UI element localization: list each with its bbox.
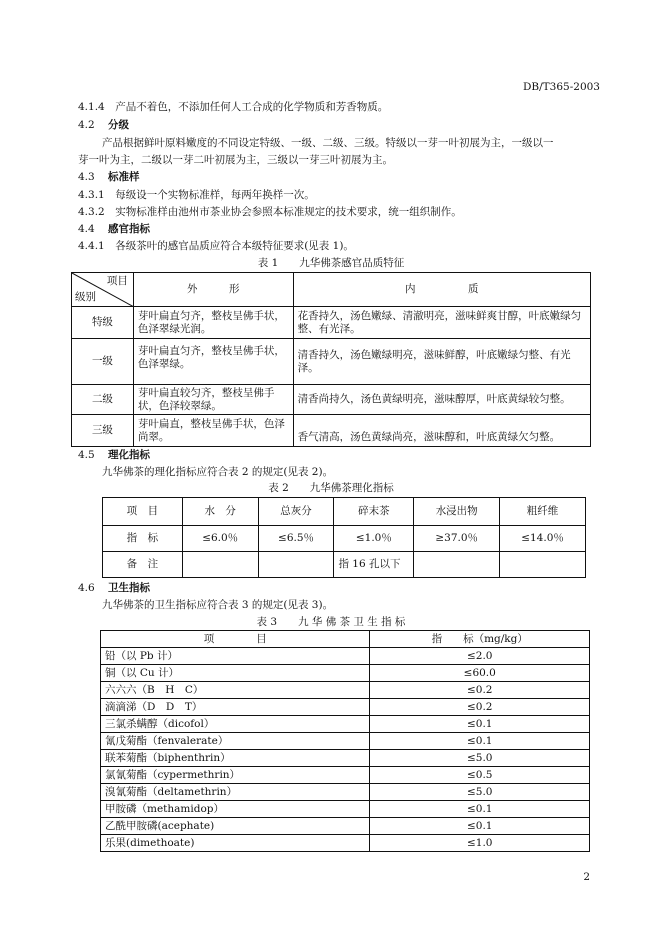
header-cell: 项 目 — [101, 631, 370, 648]
heading-number: 4.6 — [78, 582, 95, 594]
shape-cell: 芽叶扁直较匀齐，整枝呈佛手状，色泽较翠绿。 — [133, 385, 293, 415]
table3 — [100, 630, 590, 852]
note-cell — [182, 552, 258, 578]
header-cell: 碎末茶 — [334, 498, 414, 526]
table-row — [72, 385, 591, 415]
table-row — [103, 526, 586, 552]
value-cell: ≤6.5％ — [258, 526, 334, 552]
corner-bottom-label: 级别 — [75, 291, 96, 303]
item-cell: 铅（以 Pb 计） — [101, 648, 370, 665]
header-cell: 总灰分 — [258, 498, 334, 526]
table1-col-shape: 外 形 — [133, 273, 293, 307]
table-row — [101, 682, 590, 699]
table-row — [72, 339, 591, 385]
shape-cell: 芽叶扁直匀齐，整枝呈佛手状，色泽翠绿光润。 — [133, 307, 293, 339]
item-cell: 滴滴涕（D D T） — [101, 699, 370, 716]
note-label-cell: 备 注 — [103, 552, 183, 578]
value-cell: ≤2.0 — [370, 648, 590, 665]
table-row — [101, 750, 590, 767]
value-cell: ≤0.1 — [370, 801, 590, 818]
value-cell: ≤5.0 — [370, 750, 590, 767]
table1-corner-cell — [72, 273, 134, 307]
item-cell: 六六六（B H C） — [101, 682, 370, 699]
paragraph-4-2-line2: 芽一叶为主，二级以一芽二叶初展为主，三级以一芽三叶初展为主。 — [78, 154, 393, 166]
grade-cell: 三级 — [72, 415, 134, 447]
document-code: DB/T365-2003 — [523, 81, 600, 93]
item-cell: 甲胺磷（methamidop） — [101, 801, 370, 818]
inner-cell: 花香持久，汤色嫩绿、清澈明亮，滋味鲜爽甘醇，叶底嫩绿匀整、有光泽。 — [293, 307, 590, 339]
table-row — [101, 648, 590, 665]
index-label-cell: 指 标 — [103, 526, 183, 552]
value-cell: ≤1.0％ — [334, 526, 414, 552]
header-cell: 项 目 — [103, 498, 183, 526]
table1-caption: 表 1 九华佛茶感官品质特征 — [257, 257, 405, 269]
heading-title: 卫生指标 — [108, 582, 151, 594]
heading-4-6 — [78, 581, 150, 595]
note-cell: 指 16 孔以下 — [334, 552, 414, 578]
heading-title: 感官指标 — [108, 223, 151, 235]
grade-cell: 二级 — [72, 385, 134, 415]
table-row — [101, 818, 590, 835]
table3-caption: 表 3 九 华 佛 茶 卫 生 指 标 — [256, 616, 406, 628]
table3-header-row — [101, 631, 590, 648]
shape-cell: 芽叶扁直匀齐，整枝呈佛手状，色泽翠绿。 — [133, 339, 293, 385]
paragraph-4-5: 九华佛茶的理化指标应符合表 2 的规定(见表 2)。 — [102, 466, 334, 478]
item-cell: 氯氰菊酯（cypermethrin） — [101, 767, 370, 784]
table-row — [101, 733, 590, 750]
heading-4-4 — [78, 222, 150, 236]
table2-header-row — [103, 498, 586, 526]
header-cell: 水浸出物 — [414, 498, 500, 526]
table-row — [101, 767, 590, 784]
item-cell: 三氯杀螨醇（dicofol） — [101, 716, 370, 733]
value-cell: ≤0.1 — [370, 733, 590, 750]
heading-4-2 — [78, 118, 129, 132]
item-cell: 联苯菊酯（biphenthrin） — [101, 750, 370, 767]
value-cell: ≤0.2 — [370, 682, 590, 699]
table-row — [101, 801, 590, 818]
table1-header-row — [72, 273, 591, 307]
inner-cell: 香气清高，汤色黄绿尚亮，滋味醇和，叶底黄绿欠匀整。 — [293, 415, 590, 447]
value-cell: ≤0.5 — [370, 767, 590, 784]
heading-title: 理化指标 — [108, 449, 151, 461]
item-cell: 铜（以 Cu 计） — [101, 665, 370, 682]
note-cell — [258, 552, 334, 578]
inner-cell: 清香持久，汤色嫩绿明亮，滋味鲜醇，叶底嫩绿匀整、有光泽。 — [293, 339, 590, 385]
heading-number: 4.2 — [78, 119, 95, 131]
clause-4-4-1: 4.4.1 各级茶叶的感官品质应符合本级特征要求(见表 1)。 — [78, 240, 354, 252]
note-cell — [414, 552, 500, 578]
note-cell — [500, 552, 586, 578]
item-cell: 溴氰菊酯（deltamethrin） — [101, 784, 370, 801]
item-cell: 乐果(dimethoate) — [101, 835, 370, 852]
header-cell: 指 标（mg/kg） — [370, 631, 590, 648]
paragraph-4-6: 九华佛茶的卫生指标应符合表 3 的规定(见表 3)。 — [102, 599, 334, 611]
table-row — [103, 552, 586, 578]
value-cell: ≤0.1 — [370, 818, 590, 835]
table-row — [101, 716, 590, 733]
clause-4-3-2: 4.3.2 实物标准样由池州市茶业协会参照本标准规定的技术要求，统一组织制作。 — [78, 206, 462, 218]
item-cell: 乙酰甲胺磷(acephate) — [101, 818, 370, 835]
heading-number: 4.4 — [78, 223, 95, 235]
header-cell: 水 分 — [182, 498, 258, 526]
corner-top-label: 项目 — [106, 275, 128, 287]
table1-col-inner: 内 质 — [293, 273, 590, 307]
value-cell: ≤0.2 — [370, 699, 590, 716]
value-cell: ≤5.0 — [370, 784, 590, 801]
grade-cell: 一级 — [72, 339, 134, 385]
clause-4-3-1: 4.3.1 每级设一个实物标准样，每两年换样一次。 — [78, 189, 315, 201]
table-row — [101, 835, 590, 852]
table1 — [71, 272, 591, 447]
table-row — [72, 307, 591, 339]
clause-4-1-4: 4.1.4 产品不着色，不添加任何人工合成的化学物质和芳香物质。 — [78, 101, 389, 113]
value-cell: ≤60.0 — [370, 665, 590, 682]
heading-4-3 — [78, 170, 140, 184]
paragraph-4-2-line1: 产品根据鲜叶原料嫩度的不同设定特级、一级、二级、三级。特级以一芽一叶初展为主，一级以一 — [102, 137, 554, 149]
item-cell: 氰戊菊酯（fenvalerate） — [101, 733, 370, 750]
table2-caption: 表 2 九华佛茶理化指标 — [268, 482, 394, 494]
table-row — [101, 665, 590, 682]
table-row — [72, 415, 591, 447]
heading-number: 4.3 — [78, 171, 95, 183]
inner-cell: 清香尚持久，汤色黄绿明亮，滋味醇厚，叶底黄绿较匀整。 — [293, 385, 590, 415]
heading-title: 标准样 — [108, 171, 140, 183]
value-cell: ≤0.1 — [370, 716, 590, 733]
value-cell: ≥37.0％ — [414, 526, 500, 552]
heading-title: 分级 — [108, 119, 130, 131]
value-cell: ≤1.0 — [370, 835, 590, 852]
heading-4-5 — [78, 448, 150, 462]
grade-cell: 特级 — [72, 307, 134, 339]
page-number: 2 — [583, 871, 590, 883]
table-row — [101, 784, 590, 801]
shape-cell: 芽叶扁直，整枝呈佛手状，色泽尚翠。 — [133, 415, 293, 447]
heading-number: 4.5 — [78, 449, 95, 461]
value-cell: ≤14.0％ — [500, 526, 586, 552]
header-cell: 粗纤维 — [500, 498, 586, 526]
table2 — [102, 497, 586, 578]
value-cell: ≤6.0％ — [182, 526, 258, 552]
table-row — [101, 699, 590, 716]
